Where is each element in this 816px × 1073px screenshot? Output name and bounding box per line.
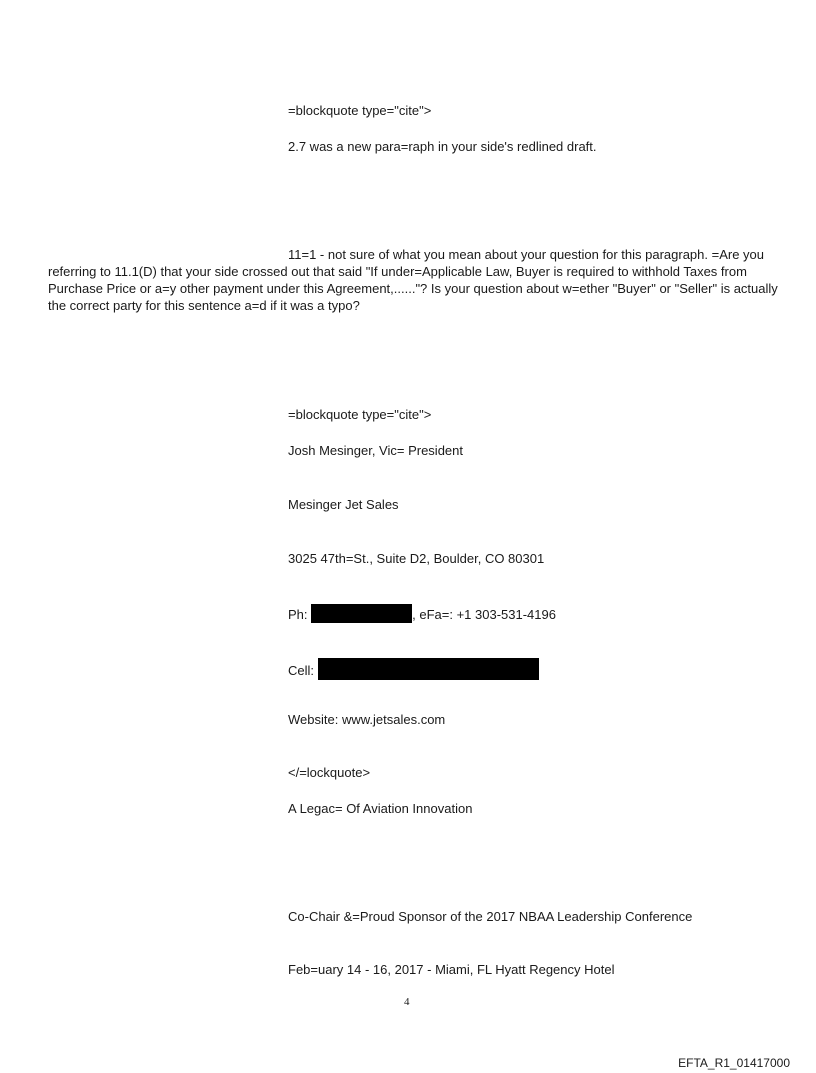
signature-sponsor-line: Co-Chair &=Proud Sponsor of the 2017 NBAA Leadership Conference xyxy=(288,909,693,924)
document-id: EFTA_R1_01417000 xyxy=(678,1056,790,1070)
signature-tagline: A Legac= Of Aviation Innovation xyxy=(288,801,473,816)
signature-website: Website: www.jetsales.com xyxy=(288,712,446,727)
redaction-bar-cell xyxy=(318,658,539,680)
paragraph-11-1-note: 11=1 - not sure of what you mean about your question for this paragraph. =Are you referring to 11.1(D) that your side crossed out that said "If under=Applicable Law, Buyer is required to withhold Taxes from Purchase Price or a=y other payment under this Agreement,......"? Is your question about w=ether "Buyer" or "Seller" is actually the correct party for this sentence a=d if it was a typo? xyxy=(48,247,778,313)
signature-name-title: Josh Mesinger, Vic= President xyxy=(288,443,463,458)
redaction-bar-phone xyxy=(311,604,412,623)
paragraph-2-7-note: 2.7 was a new para=raph in your side's redlined draft. xyxy=(288,139,597,154)
phone-label: Ph: xyxy=(288,607,312,622)
signature-address: 3025 47th=St., Suite D2, Boulder, CO 80301 xyxy=(288,551,545,566)
blockquote-close-tag: </=lockquote> xyxy=(288,765,371,780)
blockquote-open-tag-2: =blockquote type="cite"> xyxy=(288,407,432,422)
signature-phone-line xyxy=(288,604,556,623)
signature-cell-line xyxy=(288,658,539,680)
cell-label: Cell: xyxy=(288,663,318,678)
efax-number: , eFa=: +1 303-531-4196 xyxy=(412,607,556,622)
page-number: 4 xyxy=(404,996,410,1008)
blockquote-open-tag: =blockquote type="cite"> xyxy=(288,103,432,118)
signature-event-date: Feb=uary 14 - 16, 2017 - Miami, FL Hyatt Regency Hotel xyxy=(288,962,615,977)
signature-company: Mesinger Jet Sales xyxy=(288,497,399,512)
